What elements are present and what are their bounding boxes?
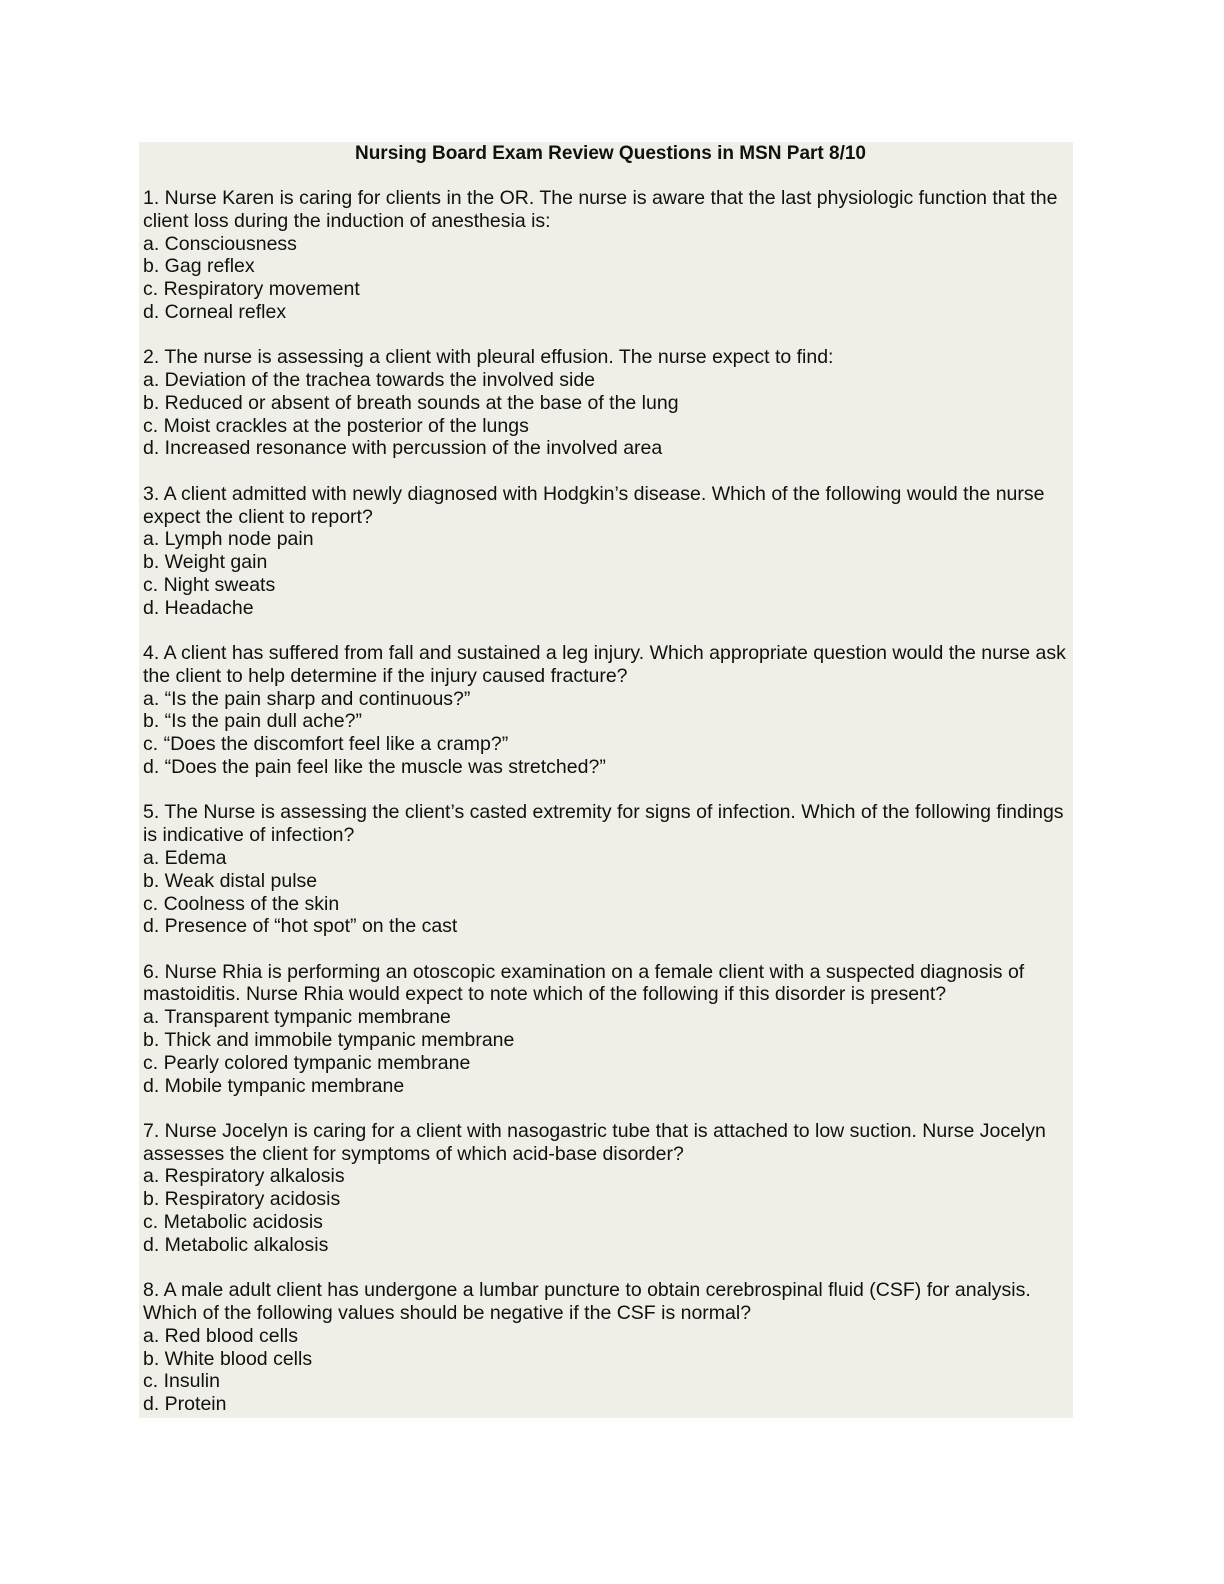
question-5 [143, 801, 1068, 938]
option-a: a. Edema [143, 846, 227, 869]
option-c: c. Coolness of the skin [143, 892, 340, 915]
option-b: b. “Is the pain dull ache?” [143, 710, 362, 733]
option-d: d. Protein [143, 1393, 227, 1416]
option-c: c. Pearly colored tympanic membrane [143, 1051, 471, 1074]
option-b: b. Weight gain [143, 551, 268, 574]
option-d: d. Increased resonance with percussion of the involved area [143, 437, 663, 460]
option-b: b. White blood cells [143, 1347, 313, 1370]
option-d: d. Presence of “hot spot” on the cast [143, 915, 458, 938]
option-d: d. “Does the pain feel like the muscle was stretched?” [143, 756, 606, 779]
option-c: c. Respiratory movement [143, 278, 360, 301]
question-2 [143, 346, 1068, 460]
option-b: b. Gag reflex [143, 255, 255, 278]
option-d: d. Mobile tympanic membrane [143, 1074, 405, 1097]
option-c: c. Insulin [143, 1370, 220, 1393]
option-b: b. Reduced or absent of breath sounds at the base of the lung [143, 391, 679, 414]
question-8 [143, 1279, 1068, 1416]
option-c: c. Metabolic acidosis [143, 1211, 323, 1234]
question-4 [143, 642, 1068, 779]
question-text: 5. The Nurse is assessing the client’s casted extremity for signs of infection. Which of the following findings is indicative of infection? [143, 801, 1064, 847]
question-text: 8. A male adult client has undergone a lumbar puncture to obtain cerebrospinal fluid (CSF) for analysis. Which of the following values should be negative if the CSF is normal? [143, 1279, 1031, 1324]
question-text: 6. Nurse Rhia is performing an otoscopic examination on a female client with a suspected diagnosis of mastoiditis. Nurse Rhia would expect to note which of the following if this disorder is present? [143, 960, 1025, 1006]
option-b: b. Respiratory acidosis [143, 1188, 341, 1211]
question-text: 4. A client has suffered from fall and sustained a leg injury. Which appropriate question would the nurse ask the client to help determine if the injury caused fracture? [143, 642, 1066, 687]
document-body [143, 142, 1068, 1438]
question-1 [143, 187, 1068, 324]
option-d: d. Metabolic alkalosis [143, 1233, 329, 1256]
option-d: d. Headache [143, 596, 254, 619]
option-d: d. Corneal reflex [143, 300, 287, 323]
question-7 [143, 1120, 1068, 1257]
option-a: a. Deviation of the trachea towards the involved side [143, 369, 596, 392]
option-c: c. “Does the discomfort feel like a cramp?” [143, 733, 509, 756]
question-text: 1. Nurse Karen is caring for clients in the OR. The nurse is aware that the last physiologic function that the client loss during the induction of anesthesia is: [143, 187, 1058, 232]
option-a: a. Transparent tympanic membrane [143, 1006, 451, 1029]
option-a: a. Red blood cells [143, 1324, 299, 1347]
option-a: a. “Is the pain sharp and continuous?” [143, 687, 471, 710]
question-text: 3. A client admitted with newly diagnosed with Hodgkin’s disease. Which of the following would the nurse expect the client to report? [143, 482, 1045, 528]
option-c: c. Moist crackles at the posterior of the lungs [143, 414, 529, 437]
option-a: a. Respiratory alkalosis [143, 1165, 345, 1188]
option-c: c. Night sweats [143, 573, 276, 596]
question-6 [143, 961, 1068, 1098]
page-title: Nursing Board Exam Review Questions in MSN Part 8/10 [354, 143, 867, 164]
question-text: 7. Nurse Jocelyn is caring for a client with nasogastric tube that is attached to low suction. Nurse Jocelyn assesses the client for symptoms of which acid-base disorder? [143, 1119, 1046, 1165]
option-a: a. Lymph node pain [143, 528, 314, 551]
option-b: b. Thick and immobile tympanic membrane [143, 1029, 515, 1051]
option-a: a. Consciousness [143, 232, 297, 255]
question-3 [143, 483, 1068, 620]
question-text: 2. The nurse is assessing a client with pleural effusion. The nurse expect to find: [143, 346, 834, 369]
option-b: b. Weak distal pulse [143, 869, 318, 892]
